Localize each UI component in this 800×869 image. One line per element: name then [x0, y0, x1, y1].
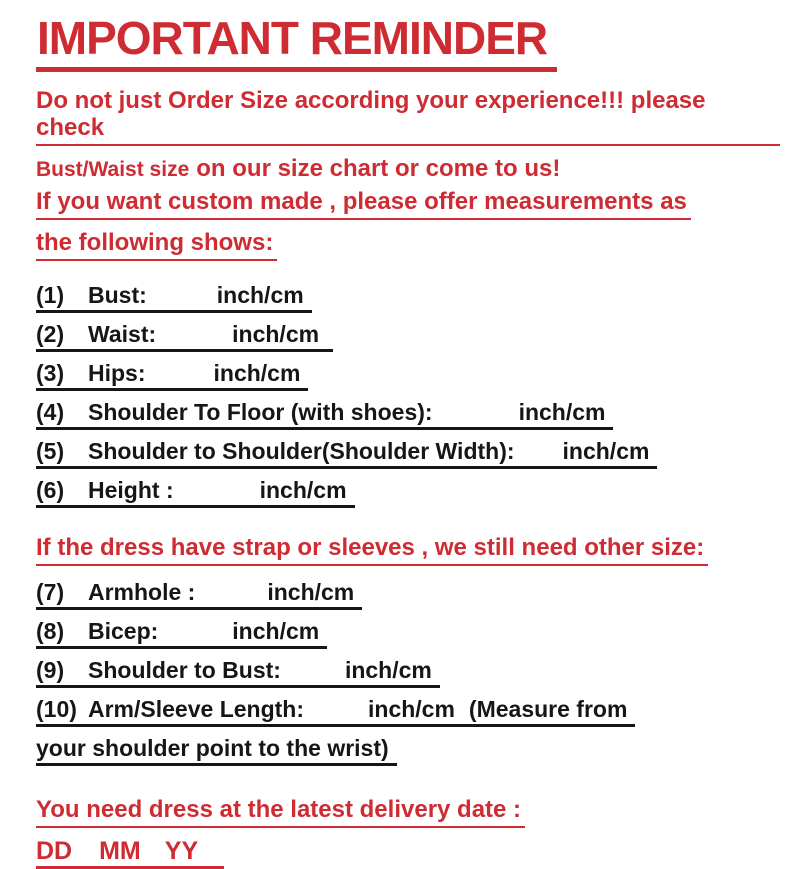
measurement-number: (8) [36, 618, 65, 644]
custom-made-line-2-text: the following shows: [36, 229, 277, 261]
measurement-label: Shoulder to Bust: [88, 657, 281, 683]
page-title-wrap [36, 14, 780, 72]
fill-in-blank [304, 716, 368, 717]
measurement-number: (7) [36, 579, 65, 605]
measurement-unit: inch/cm [518, 399, 606, 425]
page-title: IMPORTANT REMINDER [36, 14, 557, 72]
measurement-label: Hips: [88, 360, 146, 386]
measurement-label: Shoulder to Shoulder(Shoulder Width): [88, 438, 515, 464]
measurement-row-2 [36, 321, 780, 352]
measurement-unit: inch/cm [368, 696, 455, 722]
fill-in-blank [158, 638, 232, 639]
measurement-unit: inch/cm [562, 438, 650, 464]
delivery-heading [36, 796, 780, 828]
measurement-unit: inch/cm [267, 579, 355, 605]
measurement-label: Arm/Sleeve Length: [88, 696, 304, 722]
measurement-label: Bicep: [88, 618, 159, 644]
measurement-row-6 [36, 477, 780, 508]
fill-in-blank [156, 341, 232, 342]
fill-in-blank [146, 380, 214, 381]
delivery-heading-text: You need dress at the latest delivery date : [36, 796, 525, 828]
measurement-row-1 [36, 282, 780, 313]
measurement-list [36, 282, 780, 508]
measurement-row-5 [36, 438, 780, 469]
measurement-label: Bust: [88, 282, 147, 308]
measurement-unit: inch/cm [259, 477, 347, 503]
custom-made-line-1 [36, 188, 780, 220]
fill-in-blank [515, 458, 563, 459]
delivery-field-dd: DD [36, 837, 73, 865]
warning-line-1-text: Do not just Order Size according your experience!!! please check [36, 87, 780, 146]
measurement-label: Shoulder To Floor (with shoes): [88, 399, 433, 425]
warning-line-1 [36, 87, 780, 146]
custom-made-line-2 [36, 229, 780, 261]
measurement-number: (3) [36, 360, 65, 386]
strap-section-heading-text: If the dress have strap or sleeves , we still need other size: [36, 534, 708, 566]
measurement-row-8 [36, 618, 780, 649]
measurement-label: Armhole : [88, 579, 196, 605]
measurement-number: (9) [36, 657, 65, 683]
measurement-label: Height : [88, 477, 174, 503]
measurement-note-continuation [36, 735, 780, 766]
fill-in-blank [198, 858, 216, 859]
measurement-number: (6) [36, 477, 65, 503]
spacer [455, 716, 469, 717]
measurement-unit: inch/cm [232, 618, 320, 644]
custom-made-line-1-text: If you want custom made , please offer measurements as [36, 188, 691, 220]
warning-line-2 [36, 155, 780, 183]
measurement-number: (4) [36, 399, 65, 425]
measurement-note: (Measure from [468, 696, 628, 722]
fill-in-blank [72, 858, 99, 859]
measurement-note-continuation-text: your shoulder point to the wrist) [36, 735, 397, 766]
measurement-row-7 [36, 579, 780, 610]
delivery-field-mm: MM [99, 837, 141, 865]
measurement-number: (2) [36, 321, 65, 347]
fill-in-blank [141, 858, 165, 859]
fill-in-blank [195, 599, 267, 600]
delivery-field-yy: YY [164, 837, 199, 865]
measurement-number: (10) [36, 696, 77, 722]
measurement-label: Waist: [88, 321, 157, 347]
fill-in-blank [281, 677, 345, 678]
fill-in-blank [147, 302, 217, 303]
measurement-number: (5) [36, 438, 65, 464]
warning-line-2-rest: on our size chart or come to us! [196, 155, 561, 182]
measurement-number: (1) [36, 282, 65, 308]
warning-line-2-emphasis: Bust/Waist size [36, 158, 190, 181]
delivery-date-fields [36, 838, 780, 869]
strap-measurement-list [36, 579, 780, 766]
strap-section-heading [36, 534, 780, 566]
measurement-unit: inch/cm [213, 360, 301, 386]
measurement-row-9 [36, 657, 780, 688]
fill-in-blank [433, 419, 519, 420]
measurement-row-10 [36, 696, 780, 727]
measurement-row-4 [36, 399, 780, 430]
measurement-row-3 [36, 360, 780, 391]
measurement-unit: inch/cm [344, 657, 432, 683]
measurement-unit: inch/cm [216, 282, 304, 308]
fill-in-blank [174, 497, 260, 498]
measurement-unit: inch/cm [232, 321, 320, 347]
